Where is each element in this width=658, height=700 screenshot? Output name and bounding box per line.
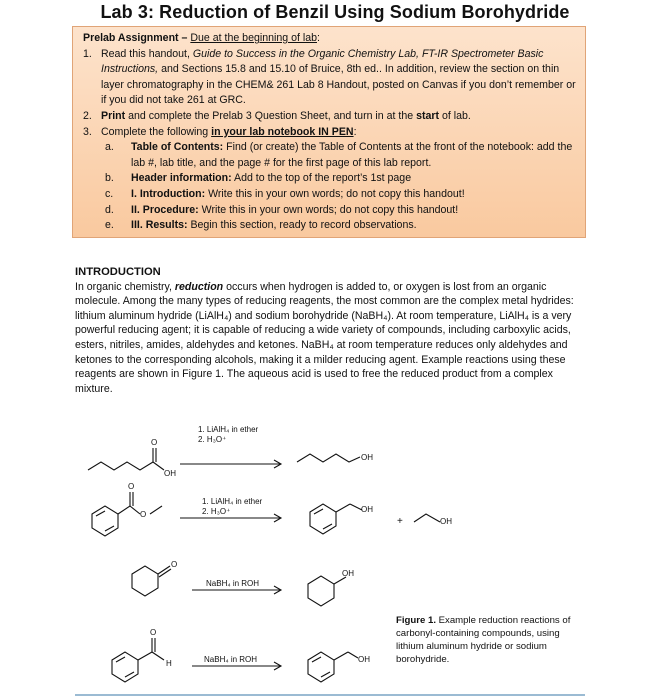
reagent-3: NaBH₄ in ROH	[206, 579, 260, 588]
label-OH-3: OH	[361, 505, 373, 514]
reagent-1-line-2: 2. H₃O⁺	[198, 435, 227, 444]
prelab-heading: Prelab Assignment – Due at the beginning of lab:	[83, 32, 320, 44]
label-O-1: O	[151, 438, 158, 447]
product-butanol	[297, 454, 360, 462]
reagent-2-line-2: 2. H₃O⁺	[202, 507, 231, 516]
prelab-subitem-d: d. II. Procedure: Write this in your own words; do not copy this handout!	[105, 203, 459, 216]
plus-sign: +	[397, 516, 403, 527]
prelab-subitem-e: e. III. Results: Begin this section, ready to record observations.	[105, 219, 417, 232]
reagent-1-line-1: 1. LiAlH₄ in ether	[198, 425, 259, 434]
figure-caption: Figure 1. Example reduction reactions of carbonyl-containing compounds, using lithium aluminum hydride or sodium borohydride.	[396, 615, 571, 665]
product-benzyl-alcohol-2	[308, 652, 358, 682]
product-ethanol	[414, 514, 440, 522]
label-OH-5: OH	[342, 569, 354, 578]
label-OH-2: OH	[361, 453, 373, 462]
label-O-2: O	[128, 482, 135, 491]
reactant-ester	[92, 492, 162, 536]
prelab-item-3: 3. Complete the following in your lab notebook IN PEN:	[83, 125, 357, 138]
introduction-paragraph: In organic chemistry, reduction occurs when hydrogen is added to, or oxygen is lost from an organic molecule. Among the many types of reducing reagents, the most common are the complex metal hydrides: lithium aluminum hydride (LiAlH₄) and sodium borohydride (NaBH₄). At room temperature, LiAlH₄ is a very powerful reducing agent; it is capable of reducing a wide variety of compounds, including carboxylic acids, esters, nitriles, amides, aldehydes and ketones. NaBH₄ at room temperature reduces only aldehydes and ketones to the corresponding alcohols, making it a milder reducing agent. Example reactions using these reagents are shown in Figure 1. The aqueous acid is used to free the reduced product from a complex mixture.	[75, 280, 574, 395]
introduction-section	[75, 265, 585, 396]
label-O-5: O	[150, 628, 157, 637]
reactant-cyclohexanone	[132, 566, 171, 596]
page-title: Lab 3: Reduction of Benzil Using Sodium Borohydride	[100, 2, 570, 22]
label-H: H	[166, 659, 172, 668]
prelab-item-1: 1. Read this handout, Guide to Success in the Organic Chemistry Lab, FT-IR Spectrometer Basic Instructions, and Sections 15.8 and 15.10 of Bruice, 8th ed.. In addition, review the section on thin layer chromatography in the CHEM& 261 Lab 8 Handout, posted on Canvas if you don’t remember or if you did not take 261 at GRC.	[83, 47, 576, 107]
reagent-2-line-1: 1. LiAlH₄ in ether	[202, 497, 263, 506]
prelab-subitem-c: c. I. Introduction: Write this in your own words; do not copy this handout!	[105, 187, 465, 200]
product-benzyl-alcohol	[310, 504, 362, 534]
bottom-divider	[75, 694, 585, 696]
product-cyclohexanol	[308, 576, 346, 606]
label-O-3: O	[140, 510, 147, 519]
prelab-due: Due at the beginning of lab	[190, 32, 317, 44]
introduction-heading: INTRODUCTION	[75, 266, 161, 278]
label-OH-1: OH	[164, 469, 176, 478]
reactant-benzaldehyde	[112, 638, 164, 682]
prelab-subitem-b: b. Header information: Add to the top of the report’s 1st page	[105, 172, 412, 185]
prelab-item-2: 2. Print and complete the Prelab 3 Question Sheet, and turn in at the start of lab.	[83, 109, 471, 122]
label-O-4: O	[171, 560, 178, 569]
label-OH-4: OH	[440, 517, 452, 526]
prelab-subitem-a: a. Table of Contents: Find (or create) the Table of Contents at the front of the notebook: add the lab #, lab title, and the page # for the first page of this lab report.	[105, 141, 573, 169]
reactant-carboxylic-acid	[88, 448, 164, 470]
label-OH-6: OH	[358, 655, 370, 664]
reagent-4: NaBH₄ in ROH	[204, 655, 258, 664]
prelab-box	[72, 26, 586, 238]
